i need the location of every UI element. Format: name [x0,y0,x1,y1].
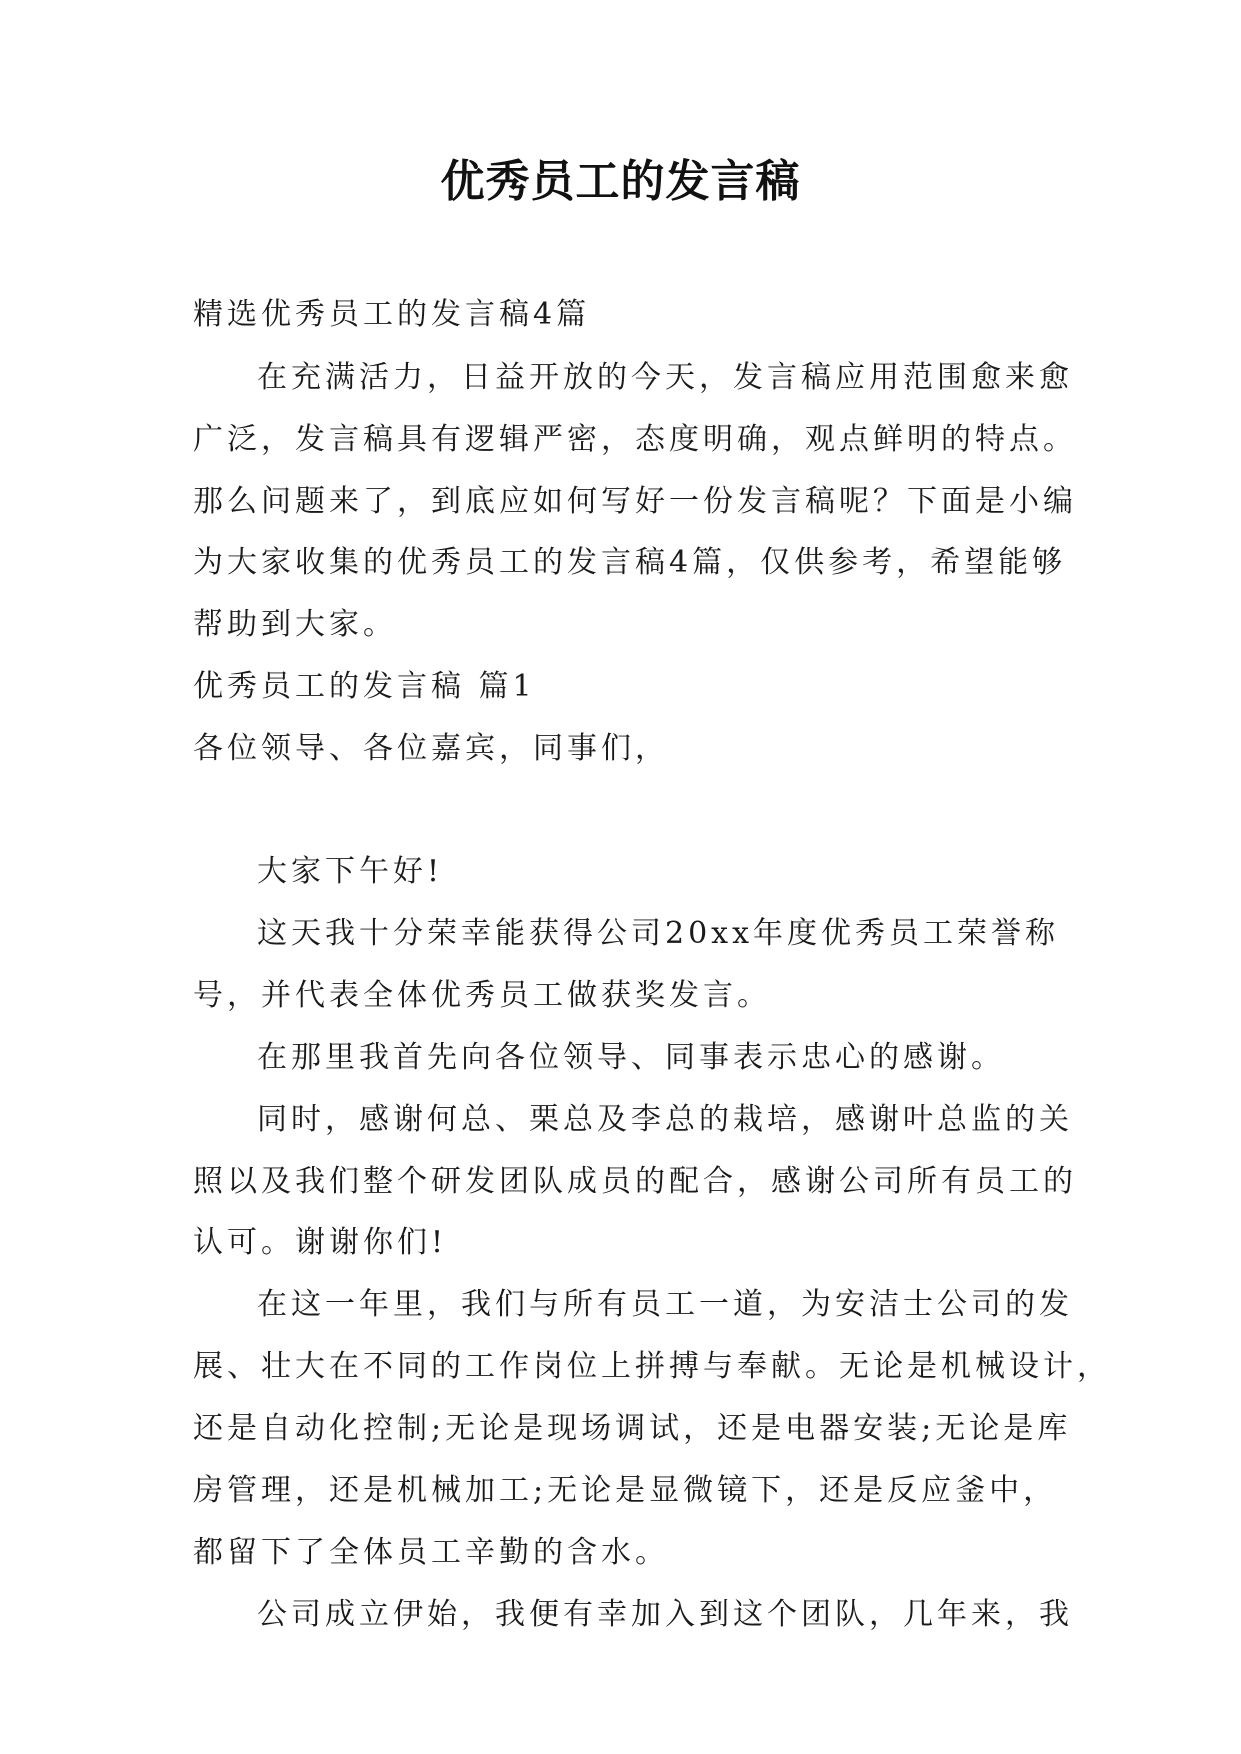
body-paragraph-line: 都留下了全体员工辛勤的含水。 [193,1535,669,1570]
salutation-line: 各位领导、各位嘉宾，同事们， [193,731,669,766]
intro-paragraph-line: 广泛，发言稿具有逻辑严密，态度明确，观点鲜明的特点。 [193,422,1077,457]
intro-paragraph-line: 为大家收集的优秀员工的发言稿4篇，仅供参考，希望能够 [193,545,1067,580]
body-paragraph-line: 同时，感谢何总、栗总及李总的栽培，感谢叶总监的关 [257,1102,1073,1137]
document-title: 优秀员工的发言稿 [440,156,801,207]
intro-paragraph-line: 帮助到大家。 [193,607,397,642]
intro-paragraph-line: 在充满活力，日益开放的今天，发言稿应用范围愈来愈 [257,360,1073,395]
body-paragraph-line: 公司成立伊始，我便有幸加入到这个团队，几年来，我 [257,1597,1073,1632]
greeting-line: 大家下午好! [257,854,444,889]
body-paragraph-line: 这天我十分荣幸能获得公司20xx年度优秀员工荣誉称 [257,916,1060,951]
body-paragraph-line: 还是自动化控制;无论是现场调试，还是电器安装;无论是库 [193,1411,1072,1446]
body-paragraph-line: 在这一年里，我们与所有员工一道，为安洁士公司的发 [257,1287,1073,1322]
body-paragraph-line: 照以及我们整个研发团队成员的配合，感谢公司所有员工的 [193,1164,1077,1199]
subtitle-line: 精选优秀员工的发言稿4篇 [193,297,591,332]
body-paragraph-line: 房管理，还是机械加工;无论是显微镜下，还是反应釜中， [193,1473,1058,1508]
intro-paragraph-line: 那么问题来了，到底应如何写好一份发言稿呢？下面是小编 [193,484,1077,519]
body-paragraph-line: 在那里我首先向各位领导、同事表示忠心的感谢。 [257,1040,1005,1075]
body-paragraph-line: 号，并代表全体优秀员工做获奖发言。 [193,978,771,1013]
section-heading: 优秀员工的发言稿 篇1 [193,669,536,704]
body-paragraph-line: 展、壮大在不同的工作岗位上拼搏与奉献。无论是机械设计， [193,1349,1111,1384]
body-paragraph-line: 认可。谢谢你们! [193,1225,448,1260]
